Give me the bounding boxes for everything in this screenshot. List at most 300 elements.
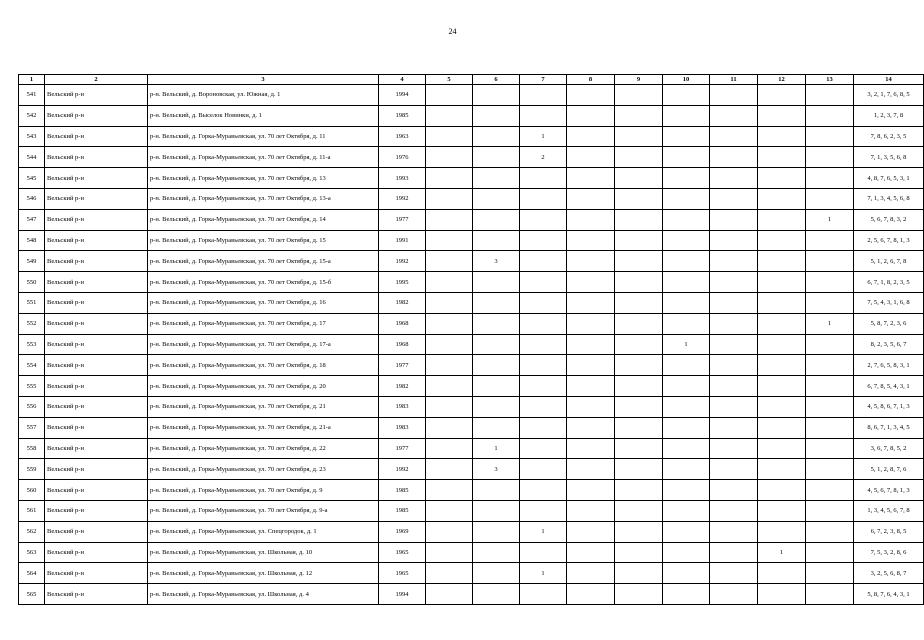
table-cell-col-6 xyxy=(473,396,520,417)
table-cell-col-4: 1985 xyxy=(379,480,426,501)
table-cell-col-2: Вельский р-н xyxy=(45,251,148,272)
table-cell-col-7 xyxy=(520,313,567,334)
table-cell-col-6 xyxy=(473,563,520,584)
table-cell-col-1: 557 xyxy=(19,417,45,438)
table-cell-col-13 xyxy=(806,334,854,355)
table-cell-col-14: 3, 2, 1, 7, 6, 8, 5 xyxy=(854,85,924,106)
table-cell-col-1: 558 xyxy=(19,438,45,459)
table-cell-col-11 xyxy=(710,105,758,126)
table-header-row xyxy=(19,75,924,85)
table-row xyxy=(19,188,924,209)
table-cell-col-3: р-н. Вельский, д. Горка-Муравьевская, ул. 70 лет Октября, д. 17-а xyxy=(148,334,379,355)
table-cell-col-7 xyxy=(520,105,567,126)
table-cell-col-4: 1991 xyxy=(379,230,426,251)
column-header-6: 6 xyxy=(473,75,520,85)
table-cell-col-6 xyxy=(473,105,520,126)
table-cell-col-1: 564 xyxy=(19,563,45,584)
table-cell-col-2: Вельский р-н xyxy=(45,376,148,397)
table-cell-col-2: Вельский р-н xyxy=(45,126,148,147)
table-cell-col-12 xyxy=(758,376,806,397)
table-cell-col-12 xyxy=(758,126,806,147)
table-row xyxy=(19,85,924,106)
table-cell-col-11 xyxy=(710,230,758,251)
table-cell-col-3: р-н. Вельский, д. Горка-Муравьевская, ул. 70 лет Октября, д. 13 xyxy=(148,168,379,189)
table-cell-col-12 xyxy=(758,584,806,605)
table-cell-col-7: 1 xyxy=(520,563,567,584)
table-cell-col-5 xyxy=(426,542,473,563)
table-cell-col-14: 4, 5, 8, 6, 7, 1, 3 xyxy=(854,396,924,417)
table-cell-col-7: 2 xyxy=(520,147,567,168)
column-header-4: 4 xyxy=(379,75,426,85)
table-cell-col-9 xyxy=(615,438,663,459)
table-cell-col-4: 1994 xyxy=(379,85,426,106)
table-cell-col-10 xyxy=(663,355,710,376)
table-cell-col-6 xyxy=(473,584,520,605)
table-cell-col-7 xyxy=(520,480,567,501)
table-row xyxy=(19,500,924,521)
table-cell-col-7: 1 xyxy=(520,521,567,542)
table-cell-col-11 xyxy=(710,209,758,230)
table-cell-col-8 xyxy=(567,147,615,168)
table-cell-col-6 xyxy=(473,417,520,438)
table-cell-col-14: 7, 8, 6, 2, 3, 5 xyxy=(854,126,924,147)
table-cell-col-11 xyxy=(710,500,758,521)
table-cell-col-2: Вельский р-н xyxy=(45,417,148,438)
table-cell-col-12 xyxy=(758,355,806,376)
table-cell-col-3: р-н. Вельский, д. Горка-Муравьевская, ул. 70 лет Октября, д. 17 xyxy=(148,313,379,334)
table-cell-col-4: 1965 xyxy=(379,563,426,584)
table-row xyxy=(19,584,924,605)
table-cell-col-13 xyxy=(806,584,854,605)
table-cell-col-12 xyxy=(758,272,806,293)
table-cell-col-1: 553 xyxy=(19,334,45,355)
table-cell-col-3: р-н. Вельский, д. Горка-Муравьевская, ул. 70 лет Октября, д. 21 xyxy=(148,396,379,417)
table-cell-col-3: р-н. Вельский, д. Горка-Муравьевская, ул. 70 лет Октября, д. 18 xyxy=(148,355,379,376)
column-header-5: 5 xyxy=(426,75,473,85)
table-row xyxy=(19,438,924,459)
table-cell-col-12 xyxy=(758,521,806,542)
table-cell-col-13 xyxy=(806,396,854,417)
table-cell-col-10 xyxy=(663,521,710,542)
table-cell-col-2: Вельский р-н xyxy=(45,542,148,563)
table-cell-col-2: Вельский р-н xyxy=(45,438,148,459)
table-cell-col-4: 1983 xyxy=(379,396,426,417)
table-cell-col-1: 560 xyxy=(19,480,45,501)
table-cell-col-8 xyxy=(567,480,615,501)
table-cell-col-5 xyxy=(426,272,473,293)
table-cell-col-2: Вельский р-н xyxy=(45,292,148,313)
column-header-8: 8 xyxy=(567,75,615,85)
table-cell-col-11 xyxy=(710,334,758,355)
table-cell-col-8 xyxy=(567,355,615,376)
table-cell-col-14: 6, 7, 1, 8, 2, 3, 5 xyxy=(854,272,924,293)
table-row xyxy=(19,292,924,313)
table-cell-col-5 xyxy=(426,500,473,521)
table-cell-col-14: 2, 7, 6, 5, 8, 3, 1 xyxy=(854,355,924,376)
table-cell-col-10 xyxy=(663,584,710,605)
table-cell-col-6 xyxy=(473,85,520,106)
table-cell-col-2: Вельский р-н xyxy=(45,105,148,126)
table-cell-col-11 xyxy=(710,126,758,147)
table-row xyxy=(19,355,924,376)
table-cell-col-12 xyxy=(758,105,806,126)
table-cell-col-9 xyxy=(615,292,663,313)
table-cell-col-13 xyxy=(806,251,854,272)
table-cell-col-6 xyxy=(473,334,520,355)
table-cell-col-9 xyxy=(615,126,663,147)
table-cell-col-11 xyxy=(710,521,758,542)
table-cell-col-9 xyxy=(615,417,663,438)
table-cell-col-4: 1963 xyxy=(379,126,426,147)
table-cell-col-12 xyxy=(758,563,806,584)
table-cell-col-3: р-н. Вельский, д. Горка-Муравьевская, ул. 70 лет Октября, д. 16 xyxy=(148,292,379,313)
table-cell-col-14: 1, 3, 4, 5, 6, 7, 8 xyxy=(854,500,924,521)
table-cell-col-5 xyxy=(426,480,473,501)
table-cell-col-13 xyxy=(806,480,854,501)
table-cell-col-13 xyxy=(806,105,854,126)
table-cell-col-7 xyxy=(520,292,567,313)
table-cell-col-4: 1968 xyxy=(379,313,426,334)
table-cell-col-12 xyxy=(758,85,806,106)
table-cell-col-6 xyxy=(473,355,520,376)
table-cell-col-1: 547 xyxy=(19,209,45,230)
table-cell-col-6 xyxy=(473,188,520,209)
table-cell-col-1: 543 xyxy=(19,126,45,147)
table-cell-col-11 xyxy=(710,147,758,168)
table-cell-col-9 xyxy=(615,188,663,209)
column-header-12: 12 xyxy=(758,75,806,85)
table-cell-col-5 xyxy=(426,168,473,189)
table-cell-col-9 xyxy=(615,563,663,584)
table-cell-col-4: 1985 xyxy=(379,105,426,126)
table-cell-col-2: Вельский р-н xyxy=(45,209,148,230)
table-cell-col-8 xyxy=(567,438,615,459)
table-cell-col-12: 1 xyxy=(758,542,806,563)
table-cell-col-7 xyxy=(520,251,567,272)
table-cell-col-13 xyxy=(806,272,854,293)
table-cell-col-5 xyxy=(426,459,473,480)
table-cell-col-7 xyxy=(520,334,567,355)
table-cell-col-5 xyxy=(426,355,473,376)
table-cell-col-4: 1976 xyxy=(379,147,426,168)
table-cell-col-14: 5, 8, 7, 2, 3, 6 xyxy=(854,313,924,334)
table-cell-col-8 xyxy=(567,188,615,209)
table-cell-col-7: 1 xyxy=(520,126,567,147)
table-cell-col-13 xyxy=(806,376,854,397)
table-cell-col-3: р-н. Вельский, д. Вороновская, ул. Южная, д. 1 xyxy=(148,85,379,106)
table-cell-col-12 xyxy=(758,209,806,230)
table-cell-col-5 xyxy=(426,313,473,334)
table-cell-col-11 xyxy=(710,542,758,563)
table-cell-col-13 xyxy=(806,85,854,106)
table-row xyxy=(19,147,924,168)
table-cell-col-13 xyxy=(806,459,854,480)
table-cell-col-13 xyxy=(806,188,854,209)
table-cell-col-13 xyxy=(806,230,854,251)
table-cell-col-1: 544 xyxy=(19,147,45,168)
table-cell-col-13 xyxy=(806,355,854,376)
table-cell-col-11 xyxy=(710,459,758,480)
table-cell-col-13 xyxy=(806,542,854,563)
table-row xyxy=(19,126,924,147)
table-cell-col-6 xyxy=(473,272,520,293)
table-row xyxy=(19,168,924,189)
table-cell-col-2: Вельский р-н xyxy=(45,459,148,480)
table-cell-col-5 xyxy=(426,105,473,126)
table-row xyxy=(19,396,924,417)
table-cell-col-14: 7, 5, 3, 2, 8, 6 xyxy=(854,542,924,563)
table-cell-col-3: р-н. Вельский, д. Горка-Муравьевская, ул. 70 лет Октября, д. 9-а xyxy=(148,500,379,521)
table-cell-col-8 xyxy=(567,168,615,189)
table-cell-col-12 xyxy=(758,459,806,480)
table-cell-col-11 xyxy=(710,272,758,293)
table-cell-col-4: 1977 xyxy=(379,438,426,459)
table-cell-col-4: 1992 xyxy=(379,459,426,480)
table-cell-col-12 xyxy=(758,438,806,459)
table-cell-col-6 xyxy=(473,209,520,230)
table-cell-col-7 xyxy=(520,209,567,230)
table-cell-col-10 xyxy=(663,251,710,272)
column-header-1: 1 xyxy=(19,75,45,85)
table-cell-col-7 xyxy=(520,542,567,563)
table-cell-col-5 xyxy=(426,396,473,417)
table-cell-col-14: 5, 6, 7, 8, 3, 2 xyxy=(854,209,924,230)
table-row xyxy=(19,563,924,584)
table-cell-col-9 xyxy=(615,396,663,417)
table-row xyxy=(19,459,924,480)
table-cell-col-2: Вельский р-н xyxy=(45,584,148,605)
table-cell-col-7 xyxy=(520,500,567,521)
table-cell-col-4: 1993 xyxy=(379,168,426,189)
table-cell-col-10 xyxy=(663,85,710,106)
table-cell-col-12 xyxy=(758,251,806,272)
table-cell-col-9 xyxy=(615,334,663,355)
table-cell-col-8 xyxy=(567,105,615,126)
table-cell-col-10 xyxy=(663,147,710,168)
table-cell-col-2: Вельский р-н xyxy=(45,500,148,521)
table-cell-col-11 xyxy=(710,438,758,459)
table-cell-col-8 xyxy=(567,542,615,563)
table-cell-col-7 xyxy=(520,438,567,459)
table-cell-col-9 xyxy=(615,500,663,521)
table-cell-col-6: 3 xyxy=(473,459,520,480)
table-cell-col-13 xyxy=(806,168,854,189)
table-cell-col-7 xyxy=(520,355,567,376)
table-cell-col-12 xyxy=(758,480,806,501)
table-row xyxy=(19,230,924,251)
table-cell-col-4: 1992 xyxy=(379,251,426,272)
table-cell-col-5 xyxy=(426,584,473,605)
table-cell-col-5 xyxy=(426,563,473,584)
table-cell-col-2: Вельский р-н xyxy=(45,480,148,501)
table-cell-col-11 xyxy=(710,251,758,272)
table-cell-col-14: 5, 1, 2, 6, 7, 8 xyxy=(854,251,924,272)
table-cell-col-14: 7, 1, 3, 5, 6, 8 xyxy=(854,147,924,168)
table-cell-col-5 xyxy=(426,230,473,251)
table-cell-col-4: 1992 xyxy=(379,188,426,209)
table-cell-col-6 xyxy=(473,313,520,334)
table-cell-col-1: 549 xyxy=(19,251,45,272)
table-cell-col-10 xyxy=(663,500,710,521)
table-cell-col-4: 1969 xyxy=(379,521,426,542)
table-cell-col-1: 562 xyxy=(19,521,45,542)
table-row xyxy=(19,480,924,501)
table-body xyxy=(19,85,924,605)
table-cell-col-3: р-н. Вельский, д. Горка-Муравьевская, ул. 70 лет Октября, д. 15 xyxy=(148,230,379,251)
column-header-3: 3 xyxy=(148,75,379,85)
table-cell-col-8 xyxy=(567,500,615,521)
column-header-7: 7 xyxy=(520,75,567,85)
table-cell-col-14: 7, 1, 3, 4, 5, 6, 8 xyxy=(854,188,924,209)
table-cell-col-10 xyxy=(663,313,710,334)
table-cell-col-3: р-н. Вельский, д. Горка-Муравьевская, ул. Школьная, д. 10 xyxy=(148,542,379,563)
table-cell-col-4: 1977 xyxy=(379,209,426,230)
table-cell-col-13 xyxy=(806,438,854,459)
table-cell-col-3: р-н. Вельский, д. Горка-Муравьевская, ул. Спецгородок, д. 1 xyxy=(148,521,379,542)
table-cell-col-13 xyxy=(806,292,854,313)
table-row xyxy=(19,272,924,293)
table-cell-col-7 xyxy=(520,459,567,480)
table-cell-col-7 xyxy=(520,168,567,189)
data-table xyxy=(18,74,924,605)
table-cell-col-2: Вельский р-н xyxy=(45,230,148,251)
table-cell-col-14: 8, 6, 7, 1, 3, 4, 5 xyxy=(854,417,924,438)
table-cell-col-4: 1982 xyxy=(379,292,426,313)
column-header-13: 13 xyxy=(806,75,854,85)
table-row xyxy=(19,209,924,230)
table-cell-col-3: р-н. Вельский, д. Горка-Муравьевская, ул. 70 лет Октября, д. 9 xyxy=(148,480,379,501)
table-cell-col-9 xyxy=(615,105,663,126)
table-cell-col-12 xyxy=(758,396,806,417)
table-cell-col-10 xyxy=(663,396,710,417)
table-cell-col-6 xyxy=(473,480,520,501)
table-cell-col-14: 2, 5, 6, 7, 8, 1, 3 xyxy=(854,230,924,251)
table-cell-col-9 xyxy=(615,542,663,563)
table-cell-col-6 xyxy=(473,230,520,251)
column-header-14: 14 xyxy=(854,75,924,85)
table-cell-col-6 xyxy=(473,376,520,397)
table-cell-col-10 xyxy=(663,417,710,438)
table-cell-col-14: 4, 5, 6, 7, 8, 1, 3 xyxy=(854,480,924,501)
table-cell-col-11 xyxy=(710,168,758,189)
table-cell-col-13 xyxy=(806,500,854,521)
table-cell-col-13: 1 xyxy=(806,313,854,334)
table-cell-col-11 xyxy=(710,417,758,438)
table-cell-col-8 xyxy=(567,376,615,397)
table-cell-col-4: 1965 xyxy=(379,542,426,563)
table-cell-col-1: 552 xyxy=(19,313,45,334)
table-cell-col-11 xyxy=(710,563,758,584)
table-cell-col-1: 559 xyxy=(19,459,45,480)
table-cell-col-8 xyxy=(567,584,615,605)
table-cell-col-4: 1995 xyxy=(379,272,426,293)
table-cell-col-11 xyxy=(710,292,758,313)
table-cell-col-2: Вельский р-н xyxy=(45,334,148,355)
table-row xyxy=(19,417,924,438)
table-cell-col-10 xyxy=(663,230,710,251)
table-cell-col-3: р-н. Вельский, д. Горка-Муравьевская, ул. Школьная, д. 4 xyxy=(148,584,379,605)
column-header-2: 2 xyxy=(45,75,148,85)
table-cell-col-12 xyxy=(758,313,806,334)
table-cell-col-10 xyxy=(663,480,710,501)
table-cell-col-2: Вельский р-н xyxy=(45,188,148,209)
table-cell-col-5 xyxy=(426,251,473,272)
table-cell-col-9 xyxy=(615,251,663,272)
table-cell-col-14: 8, 2, 3, 5, 6, 7 xyxy=(854,334,924,355)
table-cell-col-11 xyxy=(710,584,758,605)
table-cell-col-12 xyxy=(758,230,806,251)
table-cell-col-9 xyxy=(615,272,663,293)
table-cell-col-5 xyxy=(426,85,473,106)
table-cell-col-4: 1994 xyxy=(379,584,426,605)
table-cell-col-3: р-н. Вельский, д. Горка-Муравьевская, ул. 70 лет Октября, д. 22 xyxy=(148,438,379,459)
table-cell-col-3: р-н. Вельский, д. Горка-Муравьевская, ул. 70 лет Октября, д. 15-а xyxy=(148,251,379,272)
table-cell-col-14: 7, 5, 4, 3, 1, 6, 8 xyxy=(854,292,924,313)
table-cell-col-14: 1, 2, 3, 7, 8 xyxy=(854,105,924,126)
table-cell-col-14: 5, 8, 7, 6, 4, 3, 1 xyxy=(854,584,924,605)
table-cell-col-11 xyxy=(710,85,758,106)
table-cell-col-11 xyxy=(710,188,758,209)
table-cell-col-3: р-н. Вельский, д. Горка-Муравьевская, ул. 70 лет Октября, д. 23 xyxy=(148,459,379,480)
table-cell-col-7 xyxy=(520,230,567,251)
table-cell-col-11 xyxy=(710,376,758,397)
table-cell-col-3: р-н. Вельский, д. Горка-Муравьевская, ул. 70 лет Октября, д. 11 xyxy=(148,126,379,147)
table-cell-col-6 xyxy=(473,292,520,313)
table-cell-col-5 xyxy=(426,417,473,438)
table-cell-col-5 xyxy=(426,376,473,397)
table-cell-col-3: р-н. Вельский, д. Выселок Новинки, д. 1 xyxy=(148,105,379,126)
table-cell-col-2: Вельский р-н xyxy=(45,521,148,542)
table-cell-col-2: Вельский р-н xyxy=(45,396,148,417)
table-cell-col-7 xyxy=(520,272,567,293)
table-cell-col-1: 555 xyxy=(19,376,45,397)
table-cell-col-1: 546 xyxy=(19,188,45,209)
table-cell-col-7 xyxy=(520,396,567,417)
column-header-11: 11 xyxy=(710,75,758,85)
table-cell-col-6: 3 xyxy=(473,251,520,272)
table-cell-col-1: 548 xyxy=(19,230,45,251)
table-cell-col-4: 1982 xyxy=(379,376,426,397)
page-number: 24 xyxy=(448,27,457,36)
table-cell-col-14: 3, 2, 5, 6, 8, 7 xyxy=(854,563,924,584)
table-cell-col-7 xyxy=(520,584,567,605)
table-cell-col-10 xyxy=(663,563,710,584)
table-cell-col-1: 542 xyxy=(19,105,45,126)
table-cell-col-8 xyxy=(567,563,615,584)
table-cell-col-14: 3, 6, 7, 8, 5, 2 xyxy=(854,438,924,459)
table-cell-col-1: 556 xyxy=(19,396,45,417)
table-cell-col-4: 1985 xyxy=(379,500,426,521)
table-cell-col-10 xyxy=(663,126,710,147)
table-cell-col-7 xyxy=(520,188,567,209)
table-cell-col-5 xyxy=(426,126,473,147)
table-cell-col-5 xyxy=(426,147,473,168)
table-cell-col-13 xyxy=(806,126,854,147)
table-cell-col-10 xyxy=(663,292,710,313)
table-cell-col-14: 6, 7, 2, 3, 8, 5 xyxy=(854,521,924,542)
table-cell-col-9 xyxy=(615,521,663,542)
table-cell-col-13 xyxy=(806,521,854,542)
table-cell-col-13 xyxy=(806,417,854,438)
table-cell-col-12 xyxy=(758,147,806,168)
table-cell-col-1: 550 xyxy=(19,272,45,293)
table-cell-col-8 xyxy=(567,334,615,355)
table-cell-col-8 xyxy=(567,209,615,230)
table-cell-col-12 xyxy=(758,500,806,521)
table-cell-col-3: р-н. Вельский, д. Горка-Муравьевская, ул. 70 лет Октября, д. 20 xyxy=(148,376,379,397)
table-cell-col-1: 563 xyxy=(19,542,45,563)
table-cell-col-8 xyxy=(567,230,615,251)
